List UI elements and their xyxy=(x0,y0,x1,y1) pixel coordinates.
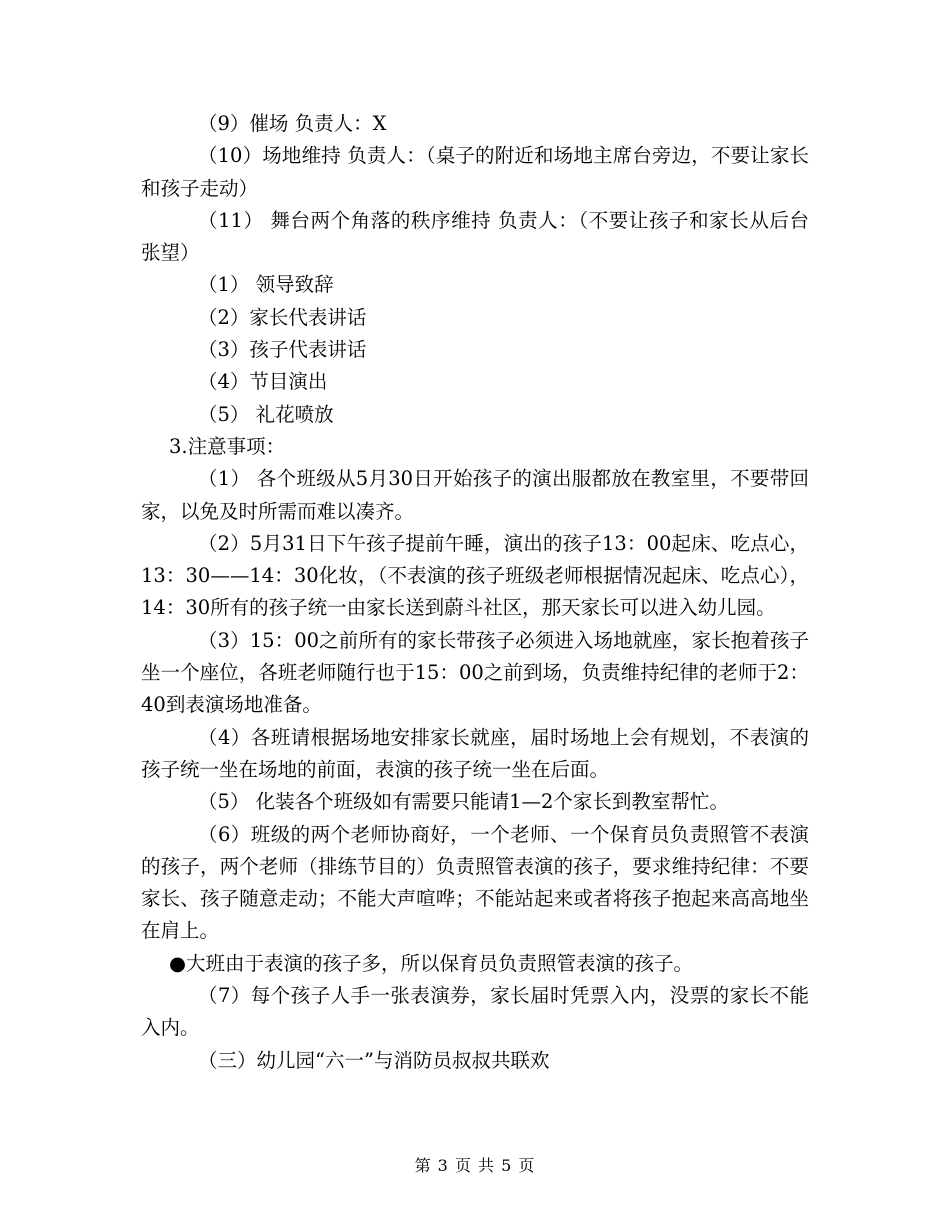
program-item-2: （2）家长代表讲话 xyxy=(198,305,367,329)
paragraph-9-urging: （9）催场 负责人：X xyxy=(198,112,387,135)
section-heading-firefighters: （三）幼儿园“六一”与消防员叔叔共联欢 xyxy=(198,1048,550,1072)
program-item-1: （1） 领导致辞 xyxy=(198,273,334,297)
paragraph-11-stage-order: （11） 舞台两个角落的秩序维持 负责人：（不要让孩子和家长从后台张望） xyxy=(141,208,809,265)
paragraph-10-venue-order: （10）场地维持 负责人：（桌子的附近和场地主席台旁边，不要让家长和孩子走动） xyxy=(141,144,809,200)
note-1: （1） 各个班级从5月30日开始孩子的演出服都放在教室里，不要带回家，以免及时所需而难以凑齐。 xyxy=(141,467,809,523)
section-heading-notes: 3.注意事项： xyxy=(169,434,286,458)
document-body xyxy=(141,108,809,1077)
program-item-3: （3）孩子代表讲话 xyxy=(198,338,367,362)
note-7: （7）每个孩子人手一张表演券，家长届时凭票入内，没票的家长不能入内。 xyxy=(141,984,809,1040)
page-number-footer: 第 3 页 共 5 页 xyxy=(414,1156,536,1175)
note-2: （2）5月31日下午孩子提前午睡，演出的孩子13：00起床、吃点心，13：30——14：30化妆，（不表演的孩子班级老师根据情况起床、吃点心），14：30所有的孩子统一由家长送到蔚斗社区，那天家长可以进入幼儿园。 xyxy=(141,531,809,620)
note-5: （5） 化装各个班级如有需要只能请1—2个家长到教室帮忙。 xyxy=(198,790,729,814)
note-3: （3）15：00之前所有的家长带孩子必须进入场地就座，家长抱着孩子坐一个座位，各班老师随行也于15：00之前到场，负责维持纪律的老师于2：40到表演场地准备。 xyxy=(141,628,809,717)
bullet-note-senior-class: ●大班由于表演的孩子多，所以保育员负责照管表演的孩子。 xyxy=(169,951,694,975)
note-4: （4）各班请根据场地安排家长就座，届时场地上会有规划，不表演的孩子统一坐在场地的前面，表演的孩子统一坐在后面。 xyxy=(141,725,809,781)
program-item-5: （5） 礼花喷放 xyxy=(198,402,334,426)
note-6: （6）班级的两个老师协商好，一个老师、一个保育员负责照管不表演的孩子，两个老师（排练节目的）负责照管表演的孩子，要求维持纪律：不要家长、孩子随意走动；不能大声喧哗；不能站起来或者将孩子抱起来高高地坐在肩上。 xyxy=(141,822,809,943)
program-item-4: （4）节目演出 xyxy=(198,370,328,394)
